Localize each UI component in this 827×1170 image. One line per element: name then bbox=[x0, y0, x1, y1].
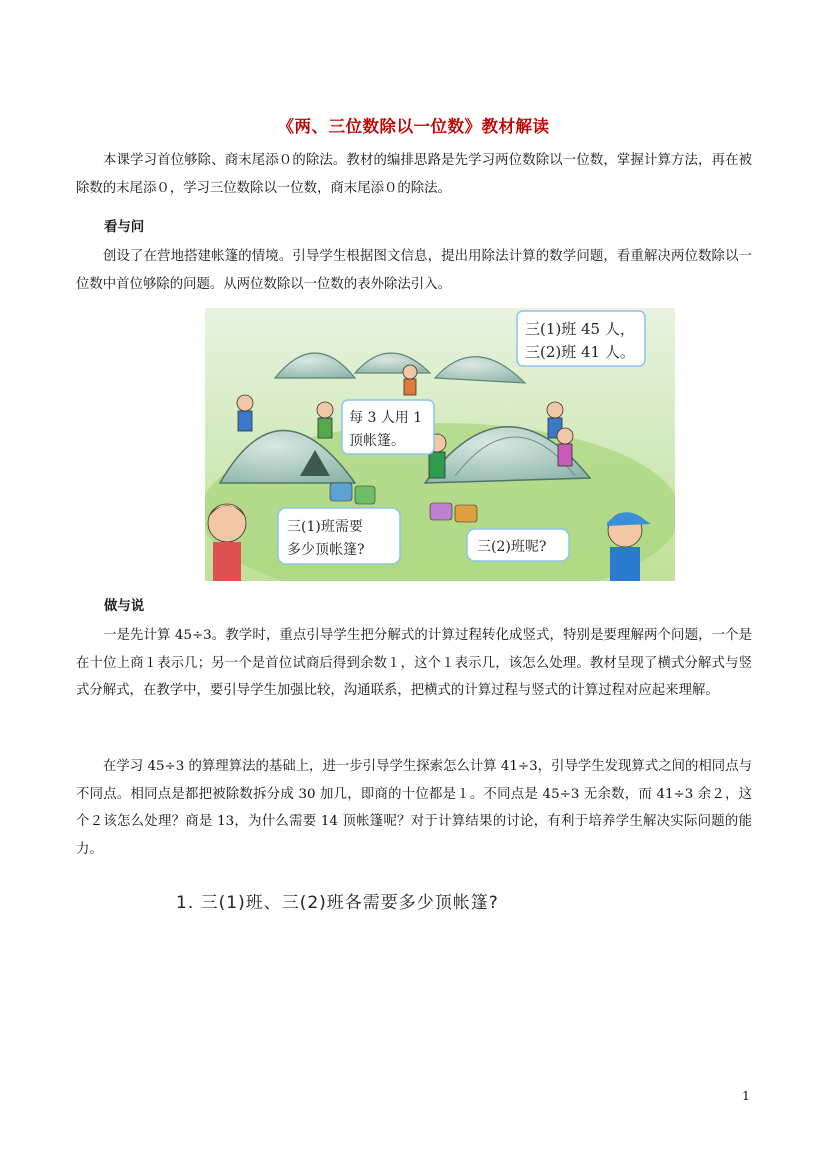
bubble-text-q2: 三(2)班呢? bbox=[477, 539, 547, 555]
bubble-text-class-1: 三(1)班 45 人， bbox=[525, 320, 635, 338]
document-title: 《两、三位数除以一位数》教材解读 bbox=[277, 117, 550, 136]
bubble-text-q1-2: 多少顶帐篷? bbox=[287, 542, 365, 558]
intro-paragraph: 本课学习首位够除、商末尾添０的除法。教材的编排思路是先学习两位数除以一位数，掌握计算方法，再在被除数的末尾添０，学习三位数除以一位数，商末尾添０的除法。 bbox=[76, 153, 752, 196]
speech-bubble-class-counts bbox=[517, 311, 645, 366]
exercise-question: 1. 三(1)班、三(2)班各需要多少顶帐篷? bbox=[176, 893, 499, 913]
do-say-paragraph-2: 在学习 45÷3 的算理算法的基础上，进一步引导学生探索怎么计算 41÷3，引导学生发现算式之间的相同点与不同点。相同点是都把被除数拆分成 30 加几，即商的十位都是１。不同点是 45÷3 无余数，而 41÷3 余２，这个２该怎么处理？商是 13，为什么需要 14 顶帐篷呢？对于计算结果的讨论，有利于培养学生解决实际问题的能力。 bbox=[76, 759, 752, 857]
camp-tent-illustration bbox=[205, 308, 675, 581]
section-heading-look-ask: 看与问 bbox=[104, 220, 145, 235]
bubble-text-rule-1: 每 3 人用 1 bbox=[349, 410, 423, 426]
look-ask-paragraph: 创设了在营地搭建帐篷的情境。引导学生根据图文信息，提出用除法计算的数学问题，看重解决两位数除以一位数中首位够除的问题。从两位数除以一位数的表外除法引入。 bbox=[76, 249, 752, 292]
bubble-text-rule-2: 顶帐篷。 bbox=[349, 433, 405, 449]
speech-bubble-question-class-2 bbox=[467, 529, 569, 561]
section-heading-do-say: 做与说 bbox=[104, 599, 145, 614]
do-say-paragraph-1: 一是先计算 45÷3。教学时，重点引导学生把分解式的计算过程转化成竖式，特别是要理解两个问题，一个是在十位上商１表示几；另一个是首位试商后得到余数１，这个１表示几，该怎么处理。教材呈现了横式分解式与竖式分解式，在教学中，要引导学生加强比较，沟通联系，把横式的计算过程与竖式的计算过程对应起来理解。 bbox=[76, 628, 752, 699]
speech-bubble-question-class-1 bbox=[278, 508, 400, 564]
girl-figure bbox=[208, 504, 246, 581]
speech-bubble-tent-rule bbox=[342, 400, 434, 454]
bubble-text-class-2: 三(2)班 41 人。 bbox=[525, 343, 635, 361]
bubble-text-q1-1: 三(1)班需要 bbox=[287, 519, 363, 535]
page-number: 1 bbox=[742, 1088, 750, 1103]
